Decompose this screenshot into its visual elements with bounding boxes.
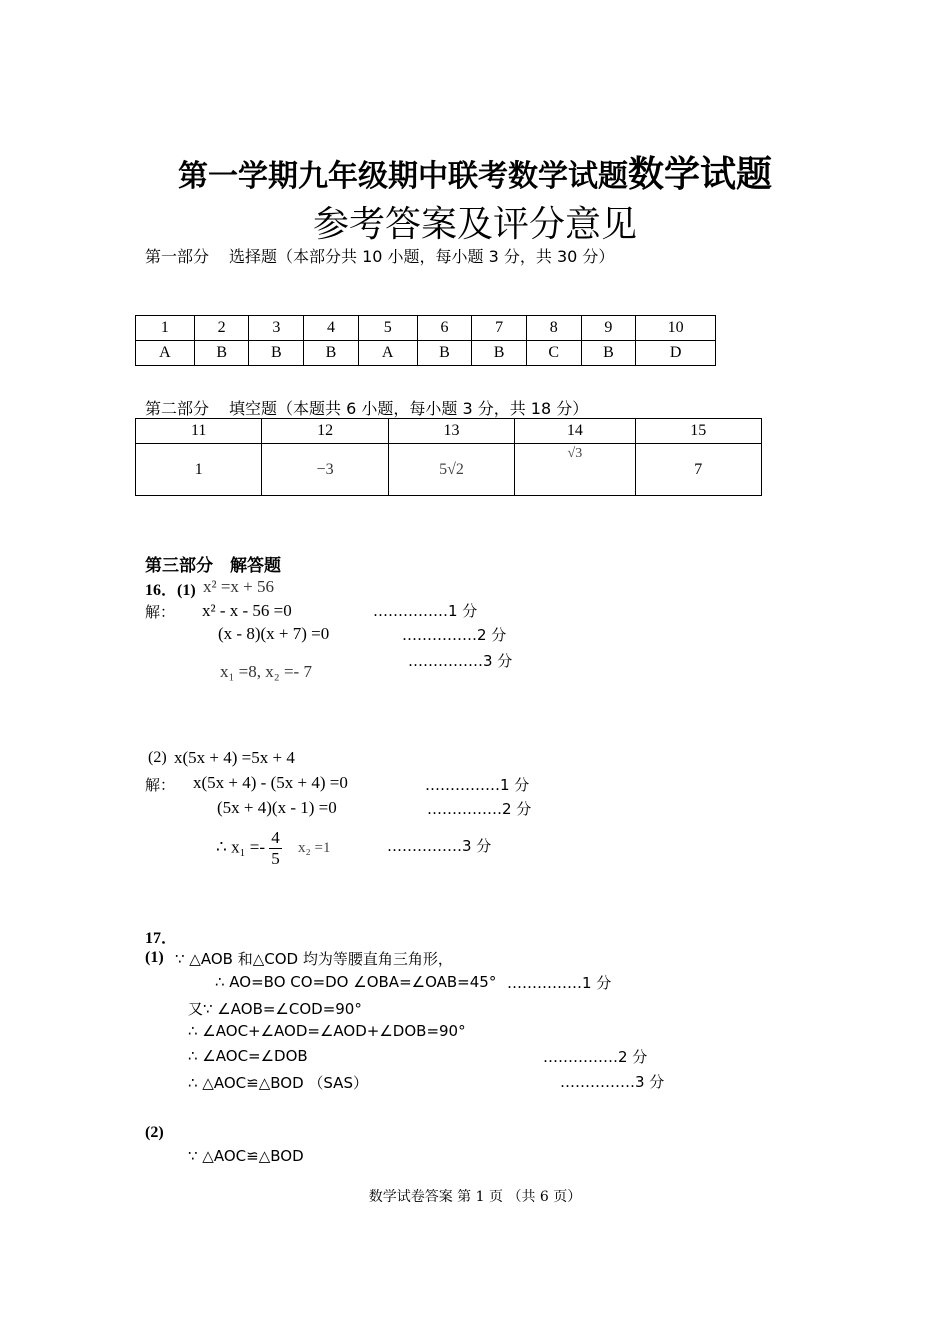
title-part-a: 第一学期九年级期中联考数学试题 xyxy=(177,159,628,194)
table-cell: 5 xyxy=(358,316,417,341)
fill-answer-table xyxy=(135,418,762,496)
q17-line7: ∵ △AOC≌△BOD xyxy=(188,1147,304,1165)
q17-line4: ∴ ∠AOC+∠AOD=∠AOD+∠DOB=90° xyxy=(188,1022,466,1040)
page-footer: 数学试卷答案 第 1 页 （共 6 页） xyxy=(368,1189,582,1205)
q16-part2-step1: x(5x + 4) - (5x + 4) =0 xyxy=(193,773,348,792)
table-cell: D xyxy=(636,341,716,366)
fraction-numerator: 4 xyxy=(271,828,280,847)
q17-score2: ……………2 分 xyxy=(543,1048,648,1066)
q17-score3: ……………3 分 xyxy=(560,1073,665,1091)
table-cell: 12 xyxy=(262,419,388,444)
part3-heading: 第三部分 解答题 xyxy=(145,556,281,576)
table-cell: A xyxy=(136,341,195,366)
page-title xyxy=(0,146,950,197)
q17-line1: ∵ △AOB 和△COD 均为等腰直角三角形， xyxy=(175,950,453,968)
q17-line6: ∴ △AOC≌△BOD （SAS） xyxy=(188,1074,368,1092)
choice-number-row xyxy=(136,316,716,341)
q16-score3: ……………3 分 xyxy=(408,652,513,670)
q16-score2: ……………2 分 xyxy=(402,626,507,644)
table-cell: 2 xyxy=(194,316,249,341)
q17-score1: ……………1 分 xyxy=(507,974,612,992)
q17-line3: 又∵ ∠AOB=∠COD=90° xyxy=(188,1000,362,1018)
table-cell: 13 xyxy=(388,419,514,444)
q16-solve-label: 解： xyxy=(145,603,176,621)
table-cell: 14 xyxy=(515,419,635,444)
q16-step1: x² - x - 56 =0 xyxy=(202,601,292,620)
part2-title: 第二部分 xyxy=(145,399,210,418)
table-cell: √3 xyxy=(515,444,635,496)
q16-part2-step3-lhs: ∴ x₁ =- xyxy=(216,837,265,857)
table-cell: 9 xyxy=(581,316,636,341)
table-cell: 4 xyxy=(304,316,359,341)
table-cell: B xyxy=(304,341,359,366)
q16-step2: (x - 8)(x + 7) =0 xyxy=(218,624,330,643)
q17-part1-label: (1) xyxy=(145,949,164,966)
q16-part2-step3-rhs: x₂ =1 xyxy=(298,840,331,857)
table-cell: 15 xyxy=(635,419,761,444)
table-cell: 3 xyxy=(249,316,304,341)
q16-part2-solve-label: 解： xyxy=(145,776,176,794)
q17-label: 17． xyxy=(145,930,178,947)
table-cell: 6 xyxy=(417,316,472,341)
table-cell: 1 xyxy=(136,316,195,341)
table-cell: 1 xyxy=(136,444,262,496)
table-cell: B xyxy=(194,341,249,366)
q16-part2-score2: ……………2 分 xyxy=(427,800,532,818)
part1-title: 第一部分 xyxy=(145,247,210,266)
table-cell: 5√2 xyxy=(388,444,514,496)
part1-desc: 选择题（本部分共 10 小题，每小题 3 分，共 30 分） xyxy=(229,247,615,266)
table-cell: B xyxy=(249,341,304,366)
page-subtitle: 参考答案及评分意见 xyxy=(312,204,637,245)
table-cell: C xyxy=(526,341,581,366)
table-cell: 11 xyxy=(136,419,262,444)
q16-equation: x² =x + 56 xyxy=(203,577,275,596)
table-cell: 10 xyxy=(636,316,716,341)
q16-part2-step2: (5x + 4)(x - 1) =0 xyxy=(217,798,337,817)
fraction xyxy=(269,828,282,869)
q16-part2-label: (2) xyxy=(148,749,167,766)
choice-answer-row xyxy=(136,341,716,366)
table-cell: −3 xyxy=(262,444,388,496)
q16-score1: ……………1 分 xyxy=(373,602,478,620)
table-cell: 7 xyxy=(635,444,761,496)
q16-part2-score3: ……………3 分 xyxy=(387,837,492,855)
part2-desc: 填空题（本题共 6 小题，每小题 3 分，共 18 分） xyxy=(229,399,589,418)
fill-answer-row xyxy=(136,444,762,496)
table-cell: 7 xyxy=(472,316,527,341)
part2-heading xyxy=(145,396,588,419)
title-part-b: 数学试题 xyxy=(627,154,772,195)
q16-part2-step3 xyxy=(216,828,330,869)
q16-part2-equation: x(5x + 4) =5x + 4 xyxy=(174,748,295,767)
table-cell: B xyxy=(472,341,527,366)
table-cell: B xyxy=(417,341,472,366)
table-cell: A xyxy=(358,341,417,366)
q16-label: 16．(1) xyxy=(145,582,196,599)
q17-line5: ∴ ∠AOC=∠DOB xyxy=(188,1047,308,1065)
q17-line2: ∴ AO=BO CO=DO ∠OBA=∠OAB=45° xyxy=(215,973,497,991)
q16-part2-score1: ……………1 分 xyxy=(425,776,530,794)
q17-part2-label: (2) xyxy=(145,1124,164,1141)
choice-answer-table xyxy=(135,315,716,366)
table-cell: 8 xyxy=(526,316,581,341)
table-cell: B xyxy=(581,341,636,366)
q16-step3: x₁ =8, x₂ =- 7 xyxy=(220,662,312,681)
fraction-denominator: 5 xyxy=(271,849,280,868)
part1-heading xyxy=(145,244,614,267)
fill-number-row xyxy=(136,419,762,444)
